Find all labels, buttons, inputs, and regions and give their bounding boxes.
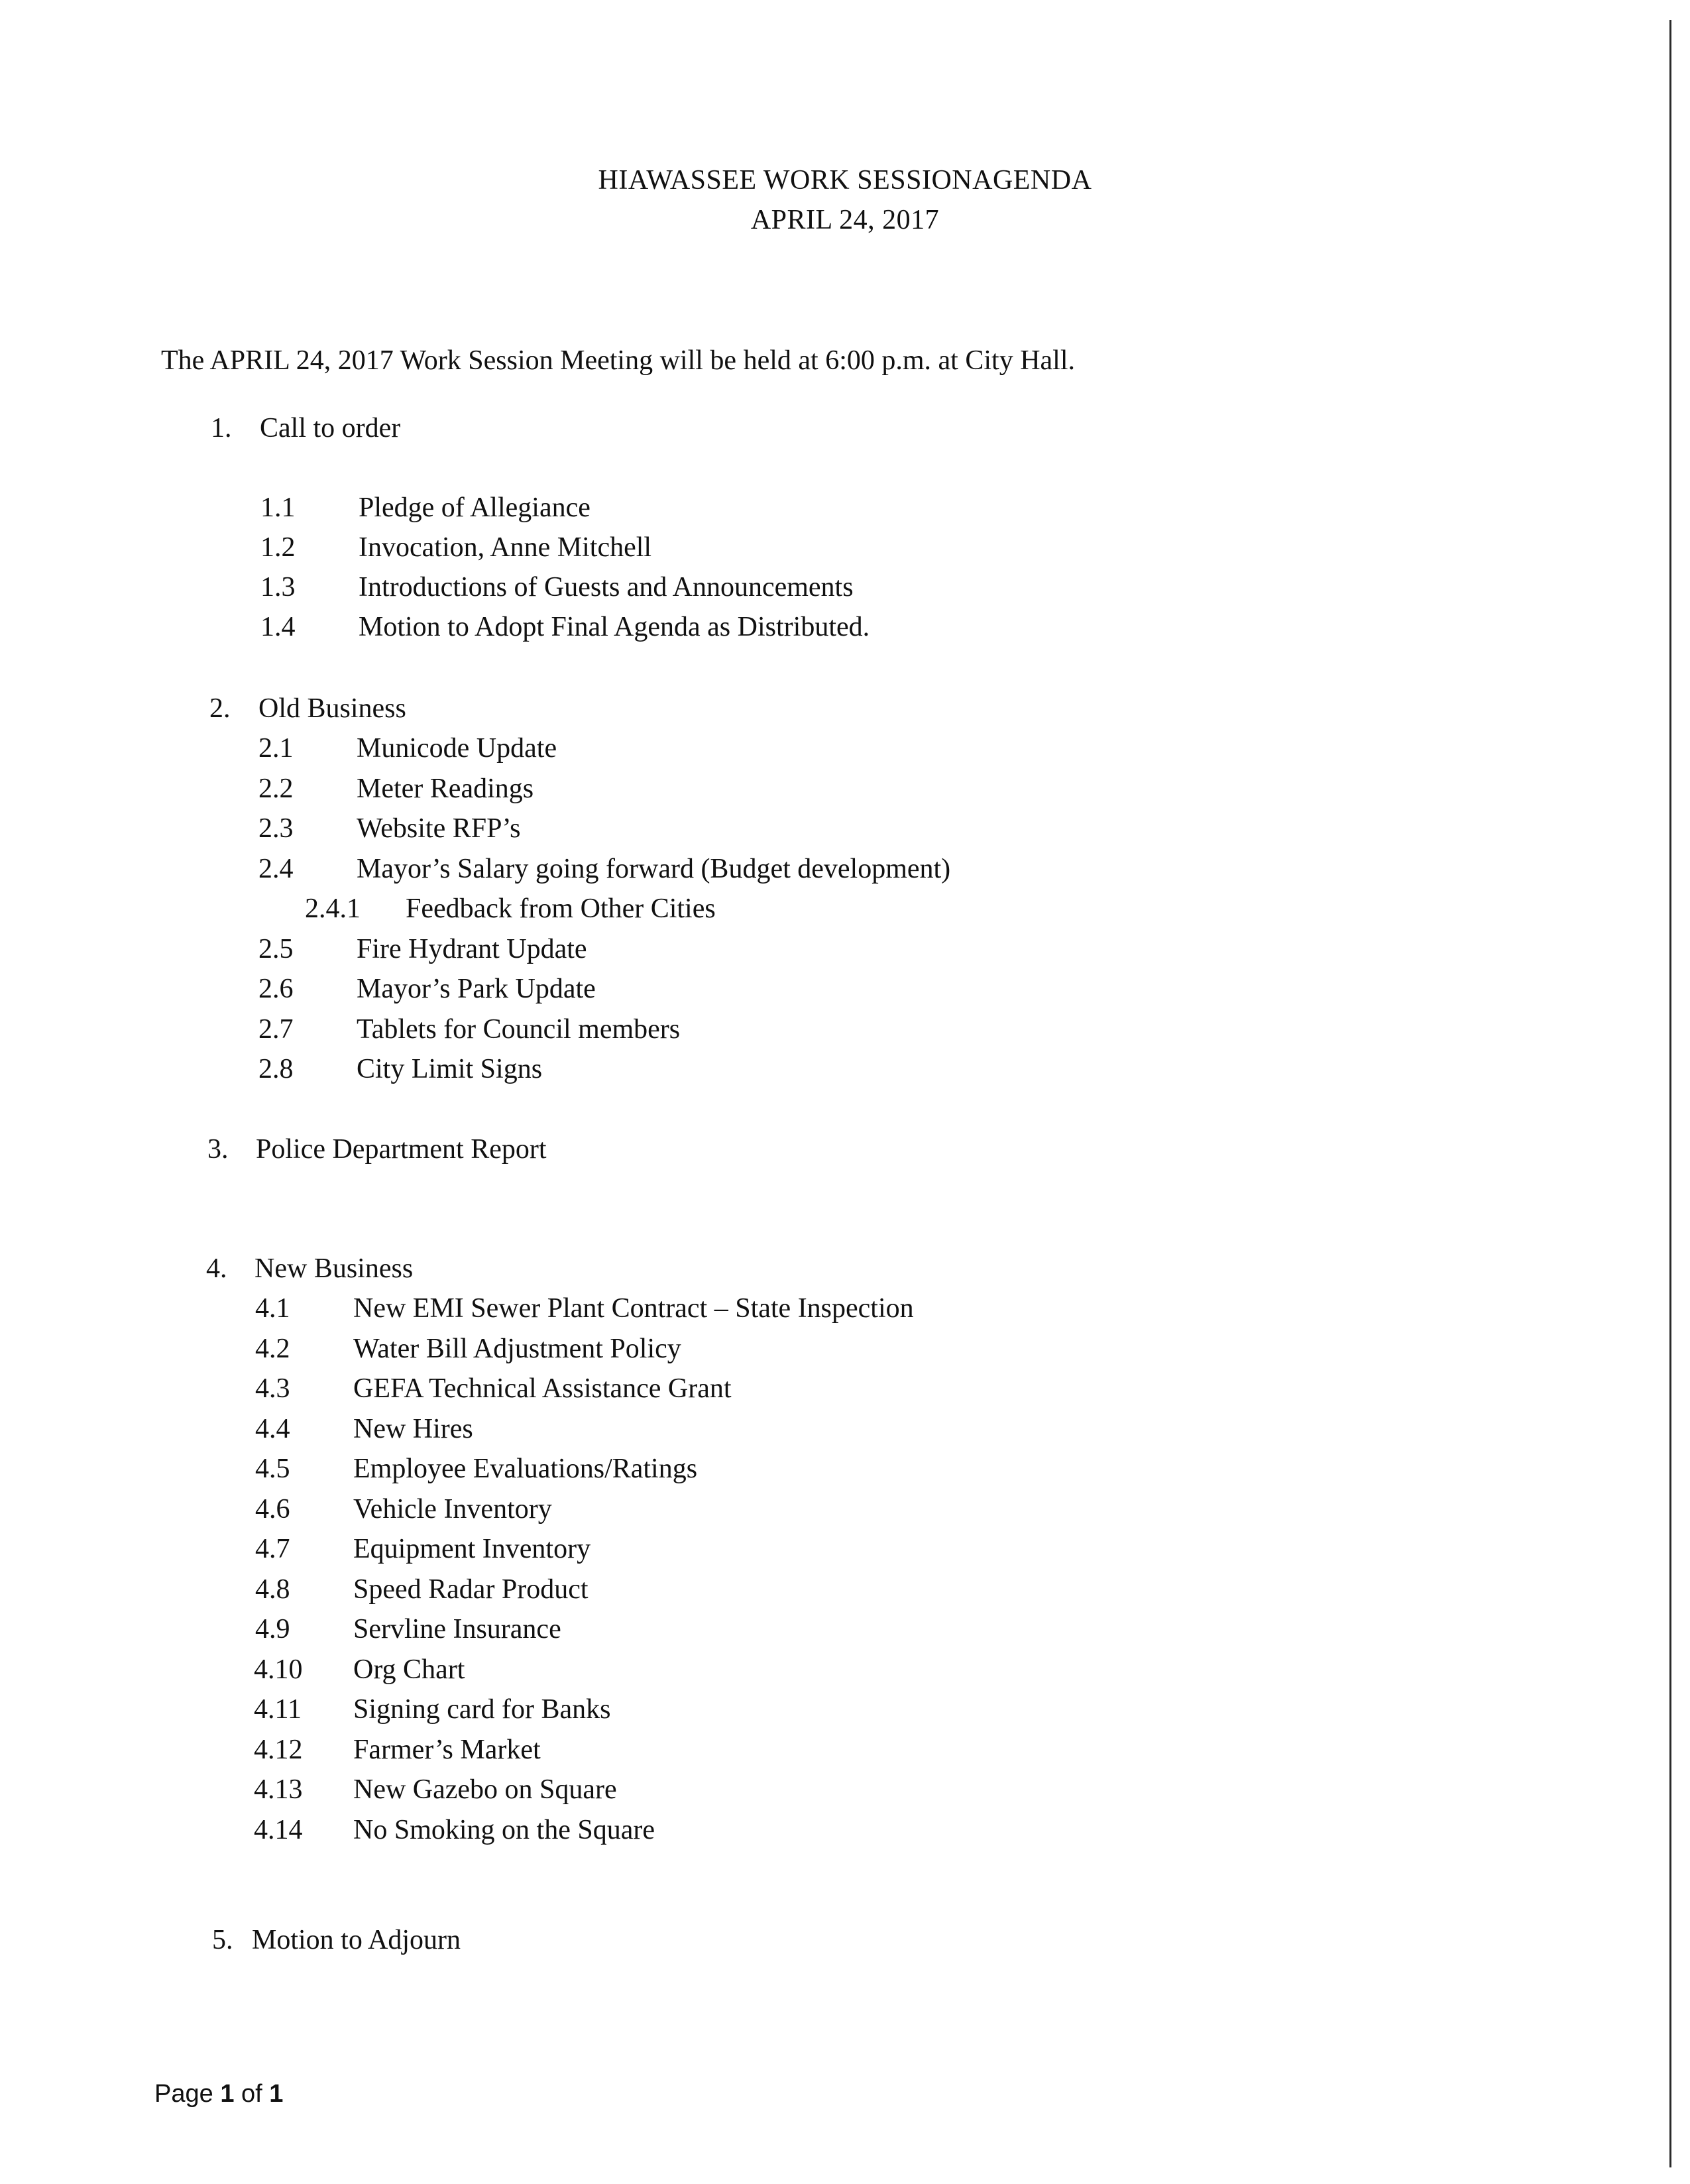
item-text: Pledge of Allegiance bbox=[359, 492, 591, 523]
item-number: 4.10 bbox=[254, 1654, 303, 1685]
item-text: Tablets for Council members bbox=[357, 1014, 681, 1045]
item-text: Speed Radar Product bbox=[353, 1574, 589, 1605]
item-text: Signing card for Banks bbox=[353, 1694, 611, 1725]
section-number: 2. bbox=[209, 693, 231, 724]
subitem-number: 2.4.1 bbox=[305, 893, 361, 924]
item-number: 4.8 bbox=[255, 1574, 290, 1605]
item-number: 1.3 bbox=[260, 572, 296, 603]
item-text: Org Chart bbox=[353, 1654, 465, 1685]
item-text: Website RFP’s bbox=[357, 813, 521, 844]
section-title: Police Department Report bbox=[256, 1134, 547, 1165]
item-number: 2.7 bbox=[258, 1014, 294, 1045]
item-text: Invocation, Anne Mitchell bbox=[359, 532, 652, 563]
section-title: Old Business bbox=[258, 693, 406, 724]
page-of: of bbox=[241, 2080, 262, 2108]
item-text: Meter Readings bbox=[357, 774, 534, 804]
scan-edge-line bbox=[1669, 20, 1671, 2167]
agenda-date: APRIL 24, 2017 bbox=[750, 205, 940, 235]
item-text: Fire Hydrant Update bbox=[357, 934, 587, 964]
item-number: 4.6 bbox=[255, 1494, 290, 1524]
page-current: 1 bbox=[220, 2080, 235, 2108]
section-number: 3. bbox=[207, 1134, 229, 1165]
item-text: Mayor’s Salary going forward (Budget development) bbox=[357, 854, 951, 884]
item-text: Employee Evaluations/Ratings bbox=[353, 1454, 698, 1484]
item-number: 4.14 bbox=[254, 1815, 303, 1845]
item-text: City Limit Signs bbox=[357, 1054, 543, 1084]
page-label: Page bbox=[154, 2080, 213, 2108]
item-number: 4.3 bbox=[255, 1373, 290, 1404]
page-total: 1 bbox=[269, 2080, 284, 2108]
subitem-text: Feedback from Other Cities bbox=[406, 893, 716, 924]
item-number: 4.13 bbox=[254, 1774, 303, 1805]
item-number: 2.4 bbox=[258, 854, 294, 884]
item-text: Motion to Adopt Final Agenda as Distributed. bbox=[359, 612, 870, 642]
item-number: 2.6 bbox=[258, 974, 294, 1004]
item-text: Introductions of Guests and Announcements bbox=[359, 572, 854, 603]
item-text: Servline Insurance bbox=[353, 1614, 561, 1644]
item-number: 2.2 bbox=[258, 774, 294, 804]
item-text: Municode Update bbox=[357, 733, 557, 764]
item-text: Equipment Inventory bbox=[353, 1534, 591, 1564]
item-number: 1.2 bbox=[260, 532, 296, 563]
item-number: 2.8 bbox=[258, 1054, 294, 1084]
item-number: 4.9 bbox=[255, 1614, 290, 1644]
item-number: 4.11 bbox=[254, 1694, 302, 1725]
section-number: 5. bbox=[212, 1925, 233, 1955]
item-number: 2.5 bbox=[258, 934, 294, 964]
item-text: New Gazebo on Square bbox=[353, 1774, 617, 1805]
section-number: 1. bbox=[211, 413, 232, 443]
section-number: 4. bbox=[206, 1253, 227, 1284]
item-number: 4.4 bbox=[255, 1414, 290, 1444]
item-number: 4.12 bbox=[254, 1735, 303, 1765]
section-title: Call to order bbox=[260, 413, 401, 443]
page-indicator bbox=[154, 2080, 283, 2108]
item-text: Vehicle Inventory bbox=[353, 1494, 552, 1524]
item-number: 4.7 bbox=[255, 1534, 290, 1564]
item-number: 1.4 bbox=[260, 612, 296, 642]
item-number: 4.1 bbox=[255, 1293, 290, 1324]
item-number: 4.5 bbox=[255, 1454, 290, 1484]
item-text: Water Bill Adjustment Policy bbox=[353, 1334, 681, 1364]
item-number: 1.1 bbox=[260, 492, 296, 523]
item-number: 2.1 bbox=[258, 733, 294, 764]
item-number: 4.2 bbox=[255, 1334, 290, 1364]
item-text: Farmer’s Market bbox=[353, 1735, 541, 1765]
intro-text: The APRIL 24, 2017 Work Session Meeting will be held at 6:00 p.m. at City Hall. bbox=[161, 345, 1076, 376]
item-text: Mayor’s Park Update bbox=[357, 974, 596, 1004]
item-text: New EMI Sewer Plant Contract – State Inspection bbox=[353, 1293, 914, 1324]
section-title: Motion to Adjourn bbox=[252, 1925, 461, 1955]
agenda-title: HIAWASSEE WORK SESSIONAGENDA bbox=[598, 165, 1092, 196]
item-text: GEFA Technical Assistance Grant bbox=[353, 1373, 732, 1404]
item-text: No Smoking on the Square bbox=[353, 1815, 655, 1845]
section-title: New Business bbox=[254, 1253, 414, 1284]
item-number: 2.3 bbox=[258, 813, 294, 844]
item-text: New Hires bbox=[353, 1414, 473, 1444]
